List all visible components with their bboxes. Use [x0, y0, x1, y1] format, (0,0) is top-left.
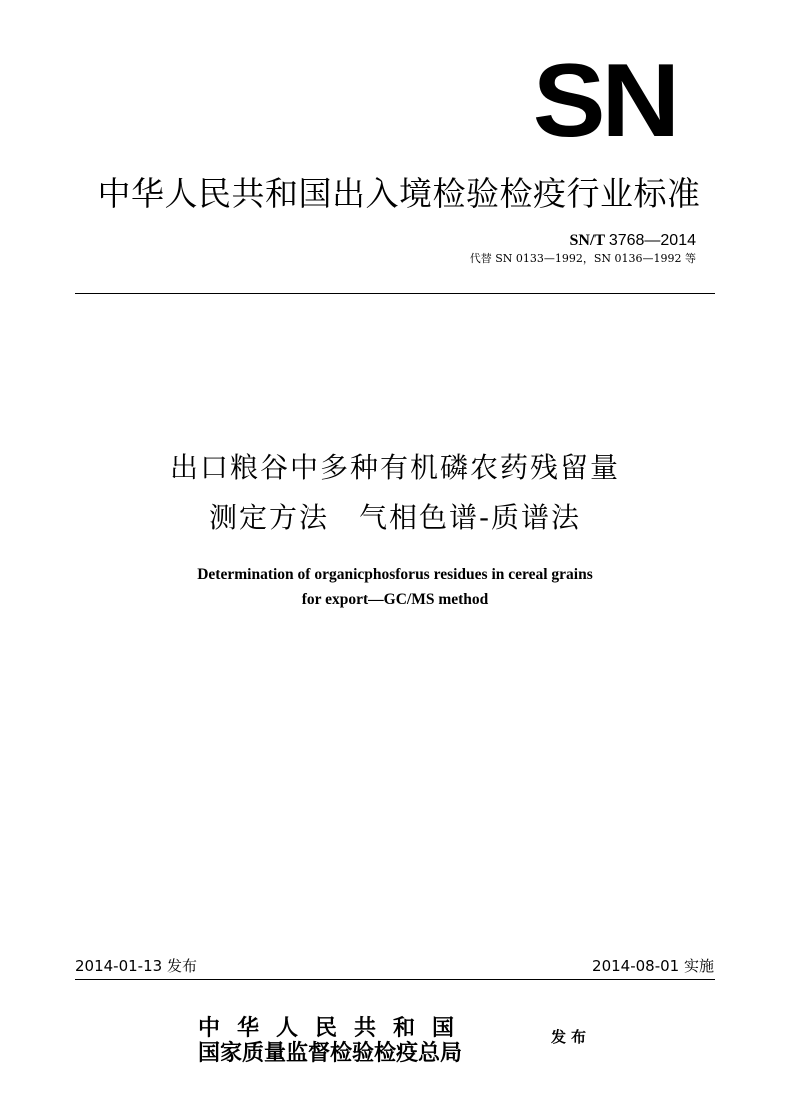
replaces-note: 代替 SN 0133—1992，SN 0136—1992 等	[469, 252, 696, 265]
implementation-date: 2014-08-01 实施	[592, 957, 714, 975]
issue-date: 2014-01-13 发布	[75, 957, 197, 975]
bottom-divider	[75, 979, 715, 980]
top-divider	[75, 293, 715, 294]
english-title-line-2: for export—GC/MS method	[301, 591, 489, 608]
sn-logo: SN	[532, 43, 676, 159]
publish-label: 发布	[551, 1028, 592, 1046]
publisher-agency: 国家质量监督检验检疫总局	[198, 1040, 463, 1066]
issuing-sector-title: 中华人民共和国出入境检验检疫行业标准	[97, 174, 701, 213]
publisher-country: 中华人民共和国	[198, 1015, 472, 1041]
standard-prefix: SN/T	[569, 232, 605, 249]
chinese-title-line-1: 出口粮谷中多种有机磷农药残留量	[169, 451, 620, 484]
standard-code	[570, 232, 696, 250]
english-title-line-1: Determination of organicphosforus residues in cereal grains	[197, 566, 593, 583]
standard-number: 3768—2014	[608, 232, 696, 249]
chinese-title-line-2: 测定方法 气相色谱-质谱法	[208, 501, 582, 534]
